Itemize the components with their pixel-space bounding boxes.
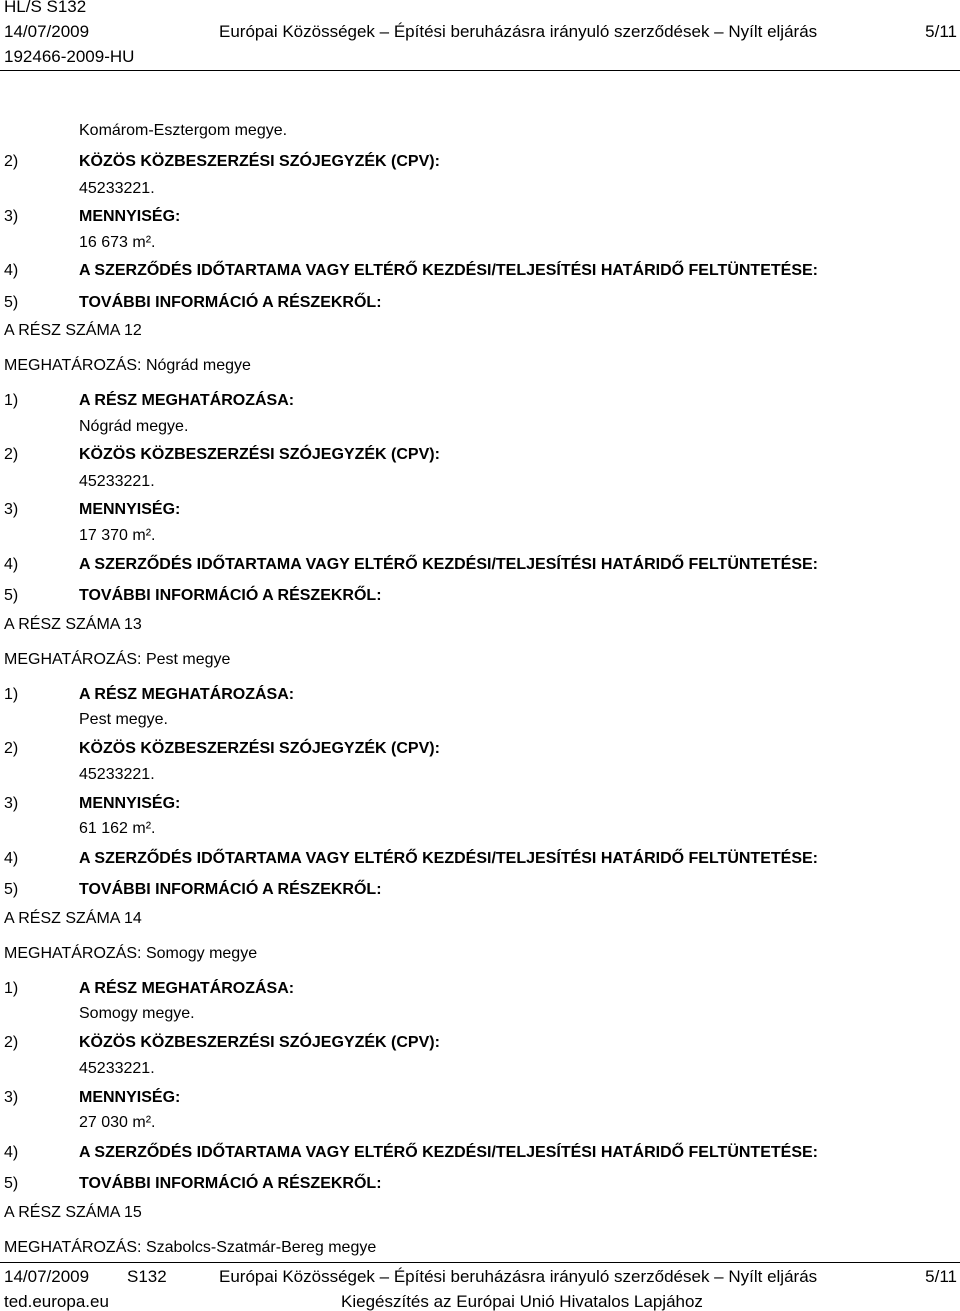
part-title: MEGHATÁROZÁS: Nógrád megye [4, 357, 251, 374]
item-number: 4) [4, 262, 19, 279]
part-definition-label: A RÉSZ MEGHATÁROZÁSA: [79, 980, 295, 997]
header-series: HL/S S132 [4, 0, 87, 16]
item-number: 5) [4, 587, 19, 604]
quantity-label: MENNYISÉG: [79, 208, 181, 225]
item-number: 4) [4, 556, 19, 573]
part-definition-label: A RÉSZ MEGHATÁROZÁSA: [79, 686, 295, 703]
item-number: 1) [4, 392, 19, 409]
cpv-label: KÖZÖS KÖZBESZERZÉSI SZÓJEGYZÉK (CPV): [79, 740, 440, 757]
item-number: 1) [4, 980, 19, 997]
quantity-value: 16 673 m². [79, 234, 156, 251]
duration-label: A SZERZŐDÉS IDŐTARTAMA VAGY ELTÉRŐ KEZDÉSI/TELJESÍTÉSI HATÁRIDŐ FELTÜNTETÉSE: [79, 556, 818, 573]
additional-info-label: TOVÁBBI INFORMÁCIÓ A RÉSZEKRŐL: [79, 587, 382, 604]
cpv-value: 45233221. [79, 473, 155, 490]
part-number: A RÉSZ SZÁMA 12 [4, 322, 142, 339]
header-document-id: 192466-2009-HU [4, 47, 135, 66]
quantity-value: 27 030 m². [79, 1114, 156, 1131]
footer-series: S132 [127, 1267, 167, 1286]
quantity-value: 17 370 m². [79, 527, 156, 544]
header-page-number: 5/11 [925, 22, 957, 41]
part-title: MEGHATÁROZÁS: Pest megye [4, 651, 231, 668]
cpv-value: 45233221. [79, 1060, 155, 1077]
item-number: 3) [4, 1089, 19, 1106]
item-number: 3) [4, 795, 19, 812]
part-number: A RÉSZ SZÁMA 14 [4, 910, 142, 927]
item-number: 3) [4, 208, 19, 225]
item-number: 5) [4, 881, 19, 898]
item-number: 2) [4, 153, 19, 170]
cpv-value: 45233221. [79, 766, 155, 783]
quantity-label: MENNYISÉG: [79, 1089, 181, 1106]
additional-info-label: TOVÁBBI INFORMÁCIÓ A RÉSZEKRŐL: [79, 1175, 382, 1192]
item-number: 5) [4, 1175, 19, 1192]
quantity-value: 61 162 m². [79, 820, 156, 837]
part-definition-value: Nógrád megye. [79, 418, 189, 435]
item-number: 4) [4, 1144, 19, 1161]
header-date: 14/07/2009 [4, 22, 90, 41]
part-definition-label: A RÉSZ MEGHATÁROZÁSA: [79, 392, 295, 409]
item-number: 2) [4, 1034, 19, 1051]
item-number: 2) [4, 446, 19, 463]
cpv-label: KÖZÖS KÖZBESZERZÉSI SZÓJEGYZÉK (CPV): [79, 153, 440, 170]
item-number: 5) [4, 294, 19, 311]
quantity-label: MENNYISÉG: [79, 501, 181, 518]
item-number: 1) [4, 686, 19, 703]
part-title: MEGHATÁROZÁS: Szabolcs-Szatmár-Bereg megye [4, 1239, 377, 1256]
footer-site-link[interactable]: ted.europa.eu [4, 1292, 109, 1311]
duration-label: A SZERZŐDÉS IDŐTARTAMA VAGY ELTÉRŐ KEZDÉSI/TELJESÍTÉSI HATÁRIDŐ FELTÜNTETÉSE: [79, 1144, 818, 1161]
header-title: Európai Közösségek – Építési beruházásra irányuló szerződések – Nyílt eljárás [219, 22, 818, 41]
header-divider [0, 70, 960, 71]
footer-date: 14/07/2009 [4, 1267, 90, 1286]
duration-label: A SZERZŐDÉS IDŐTARTAMA VAGY ELTÉRŐ KEZDÉSI/TELJESÍTÉSI HATÁRIDŐ FELTÜNTETÉSE: [79, 850, 818, 867]
part-definition-value: Somogy megye. [79, 1005, 195, 1022]
part-title: MEGHATÁROZÁS: Somogy megye [4, 945, 258, 962]
quantity-label: MENNYISÉG: [79, 795, 181, 812]
footer-divider [0, 1262, 960, 1263]
footer-supplement: Kiegészítés az Európai Unió Hivatalos Lapjához [341, 1292, 703, 1311]
cpv-value: 45233221. [79, 180, 155, 197]
item-number: 4) [4, 850, 19, 867]
cpv-label: KÖZÖS KÖZBESZERZÉSI SZÓJEGYZÉK (CPV): [79, 1034, 440, 1051]
duration-label: A SZERZŐDÉS IDŐTARTAMA VAGY ELTÉRŐ KEZDÉSI/TELJESÍTÉSI HATÁRIDŐ FELTÜNTETÉSE: [79, 262, 818, 279]
item-number: 2) [4, 740, 19, 757]
additional-info-label: TOVÁBBI INFORMÁCIÓ A RÉSZEKRŐL: [79, 294, 382, 311]
footer-title: Európai Közösségek – Építési beruházásra irányuló szerződések – Nyílt eljárás [219, 1267, 818, 1286]
part-definition-value: Komárom-Esztergom megye. [79, 122, 288, 139]
part-number: A RÉSZ SZÁMA 13 [4, 616, 142, 633]
part-definition-value: Pest megye. [79, 711, 168, 728]
additional-info-label: TOVÁBBI INFORMÁCIÓ A RÉSZEKRŐL: [79, 881, 382, 898]
cpv-label: KÖZÖS KÖZBESZERZÉSI SZÓJEGYZÉK (CPV): [79, 446, 440, 463]
footer-page-number: 5/11 [925, 1267, 957, 1286]
item-number: 3) [4, 501, 19, 518]
part-number: A RÉSZ SZÁMA 15 [4, 1204, 142, 1221]
